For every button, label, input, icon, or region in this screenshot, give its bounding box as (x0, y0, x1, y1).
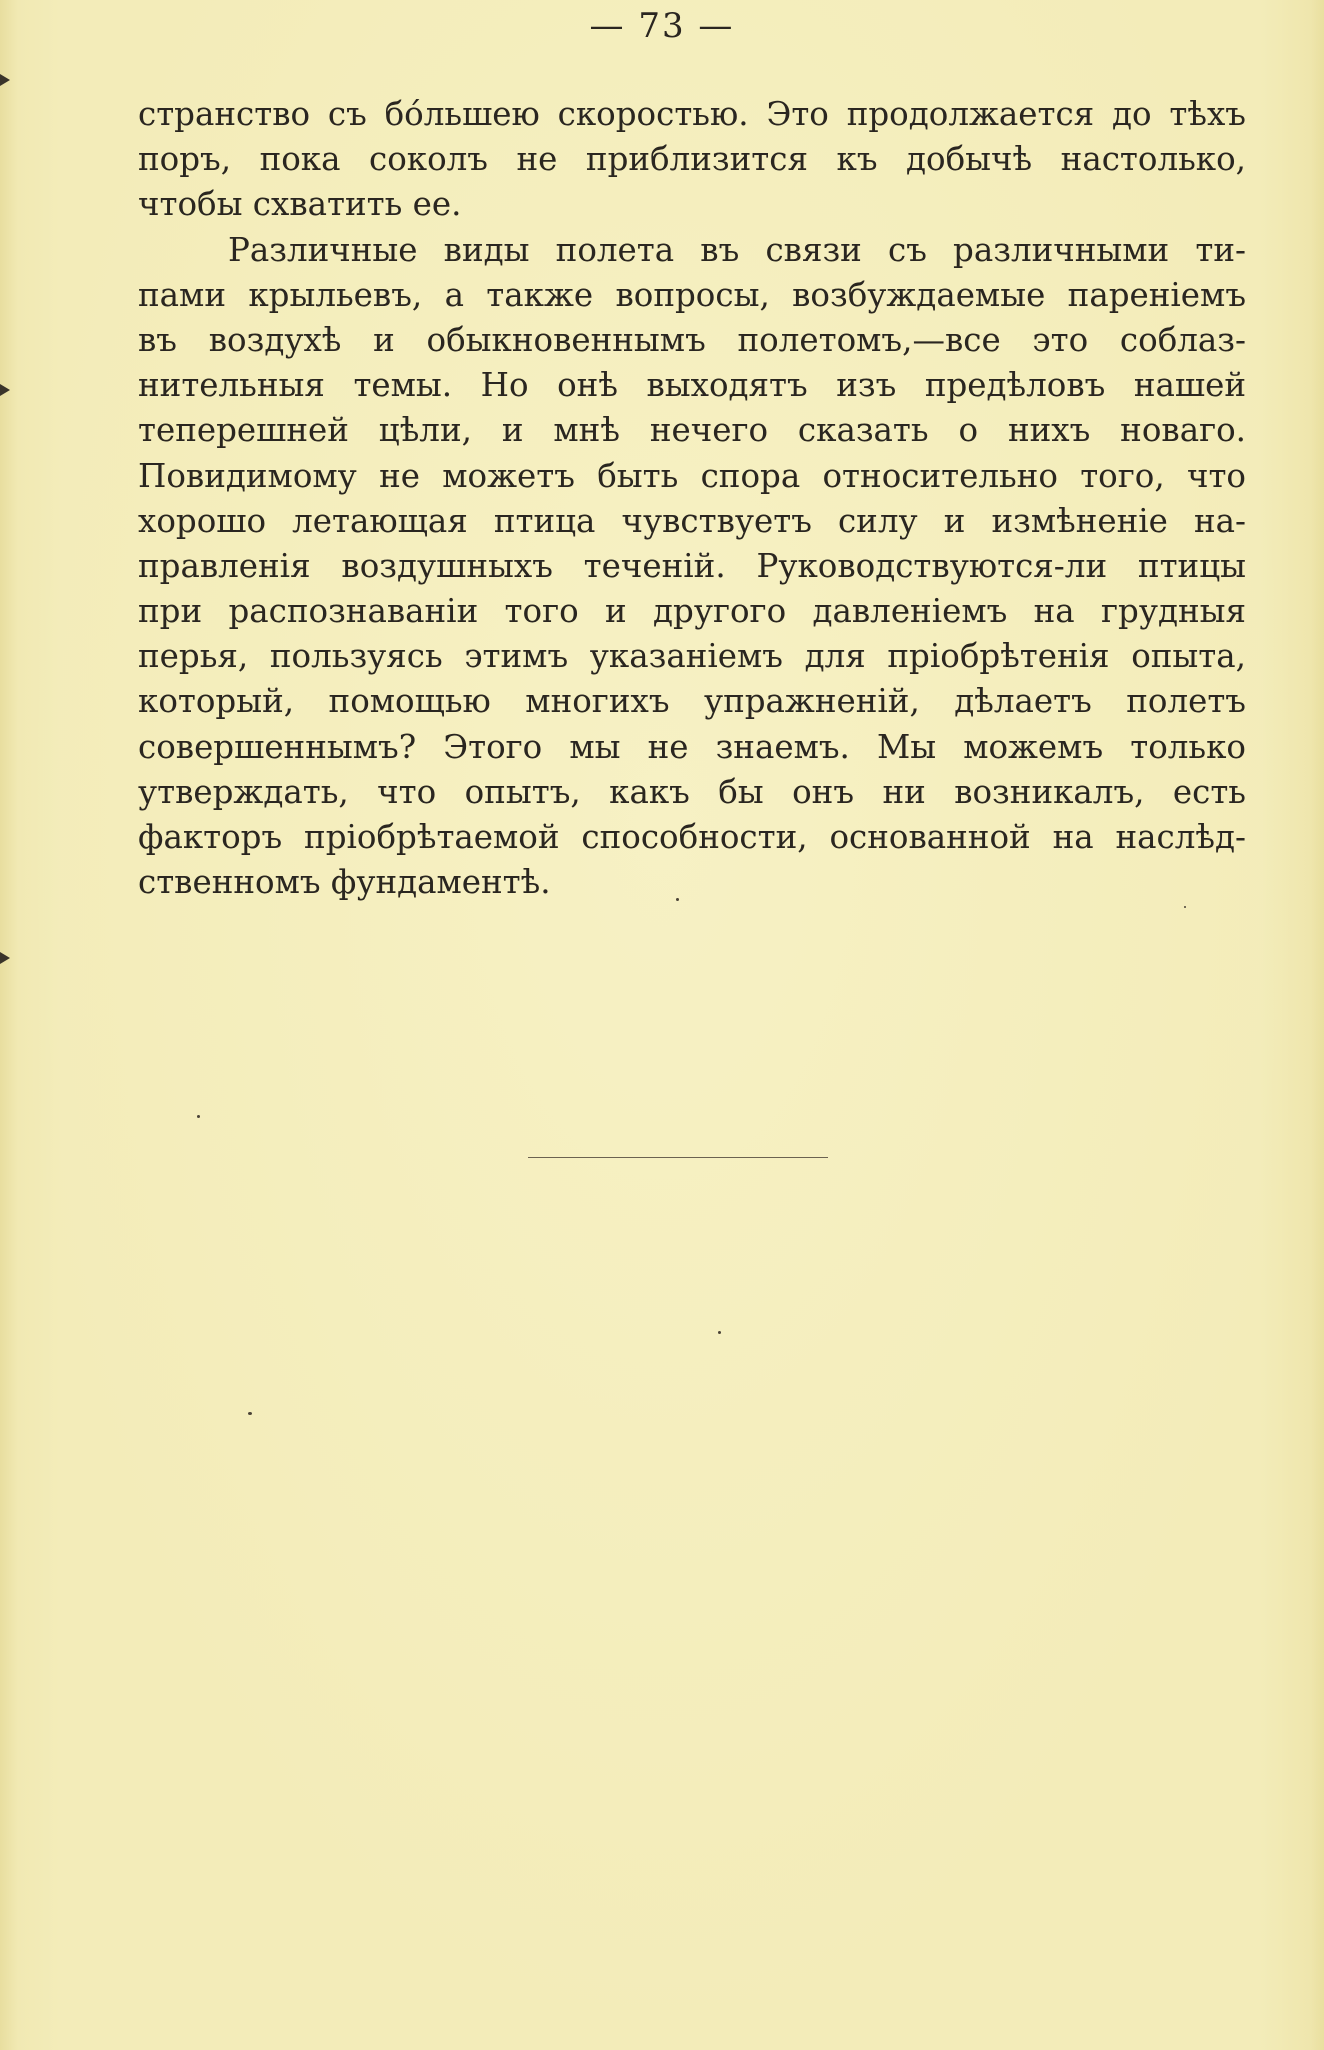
body-text (138, 92, 1246, 905)
paper-speck (197, 1115, 200, 1118)
paragraph (138, 228, 1246, 906)
text-line: совершеннымъ? Этого мы не знаемъ. Мы можемъ только (138, 727, 1246, 766)
text-line: хорошо летающая птица чувствуетъ силу и измѣненіе на- (138, 501, 1246, 540)
text-line: теперешней цѣли, и мнѣ нечего сказать о нихъ новаго. (138, 411, 1246, 450)
text-line: Различные виды полета въ связи съ различными ти- (228, 230, 1246, 269)
text-line: въ воздухѣ и обыкновеннымъ полетомъ,—все это соблаз- (138, 320, 1246, 359)
text-line: утверждать, что опытъ, какъ бы онъ ни возникалъ, есть (138, 772, 1246, 811)
paper-speck (248, 1412, 252, 1415)
text-line: перья, пользуясь этимъ указаніемъ для пріобрѣтенія опыта, (138, 637, 1246, 676)
text-line: факторъ пріобрѣтаемой способности, основанной на наслѣд- (138, 818, 1246, 856)
text-line: странство съ бо́льшею скоростью. Это продолжается до тѣхъ (138, 95, 1246, 133)
text-line: который, помощью многихъ упражненій, дѣлаетъ полетъ (138, 682, 1246, 721)
page-edge-mark (0, 74, 10, 86)
page-edge-mark (0, 952, 10, 964)
paper-speck (1184, 906, 1186, 908)
text-line: Повидимому не можетъ быть спора относительно того, что (138, 456, 1246, 495)
text-line: при распознаваніи того и другого давленіемъ на грудныя (138, 592, 1246, 631)
paper-speck (718, 1331, 721, 1334)
paper-speck (676, 898, 679, 901)
page-number: — 73 — (589, 6, 735, 46)
text-line: нительныя темы. Но онѣ выходятъ изъ предѣловъ нашей (138, 366, 1246, 405)
text-line: пами крыльевъ, а также вопросы, возбуждаемые пареніемъ (138, 275, 1246, 314)
page-edge-mark (0, 384, 10, 396)
text-line: ственномъ фундаментѣ. (138, 863, 551, 902)
text-line: поръ, пока соколъ не приблизится къ добычѣ настолько, (138, 140, 1246, 179)
text-line: правленія воздушныхъ теченій. Руководствуются-ли птицы (138, 546, 1246, 585)
text-line: чтобы схватить ее. (138, 185, 462, 224)
paragraph (138, 92, 1246, 228)
section-divider (528, 1157, 828, 1158)
